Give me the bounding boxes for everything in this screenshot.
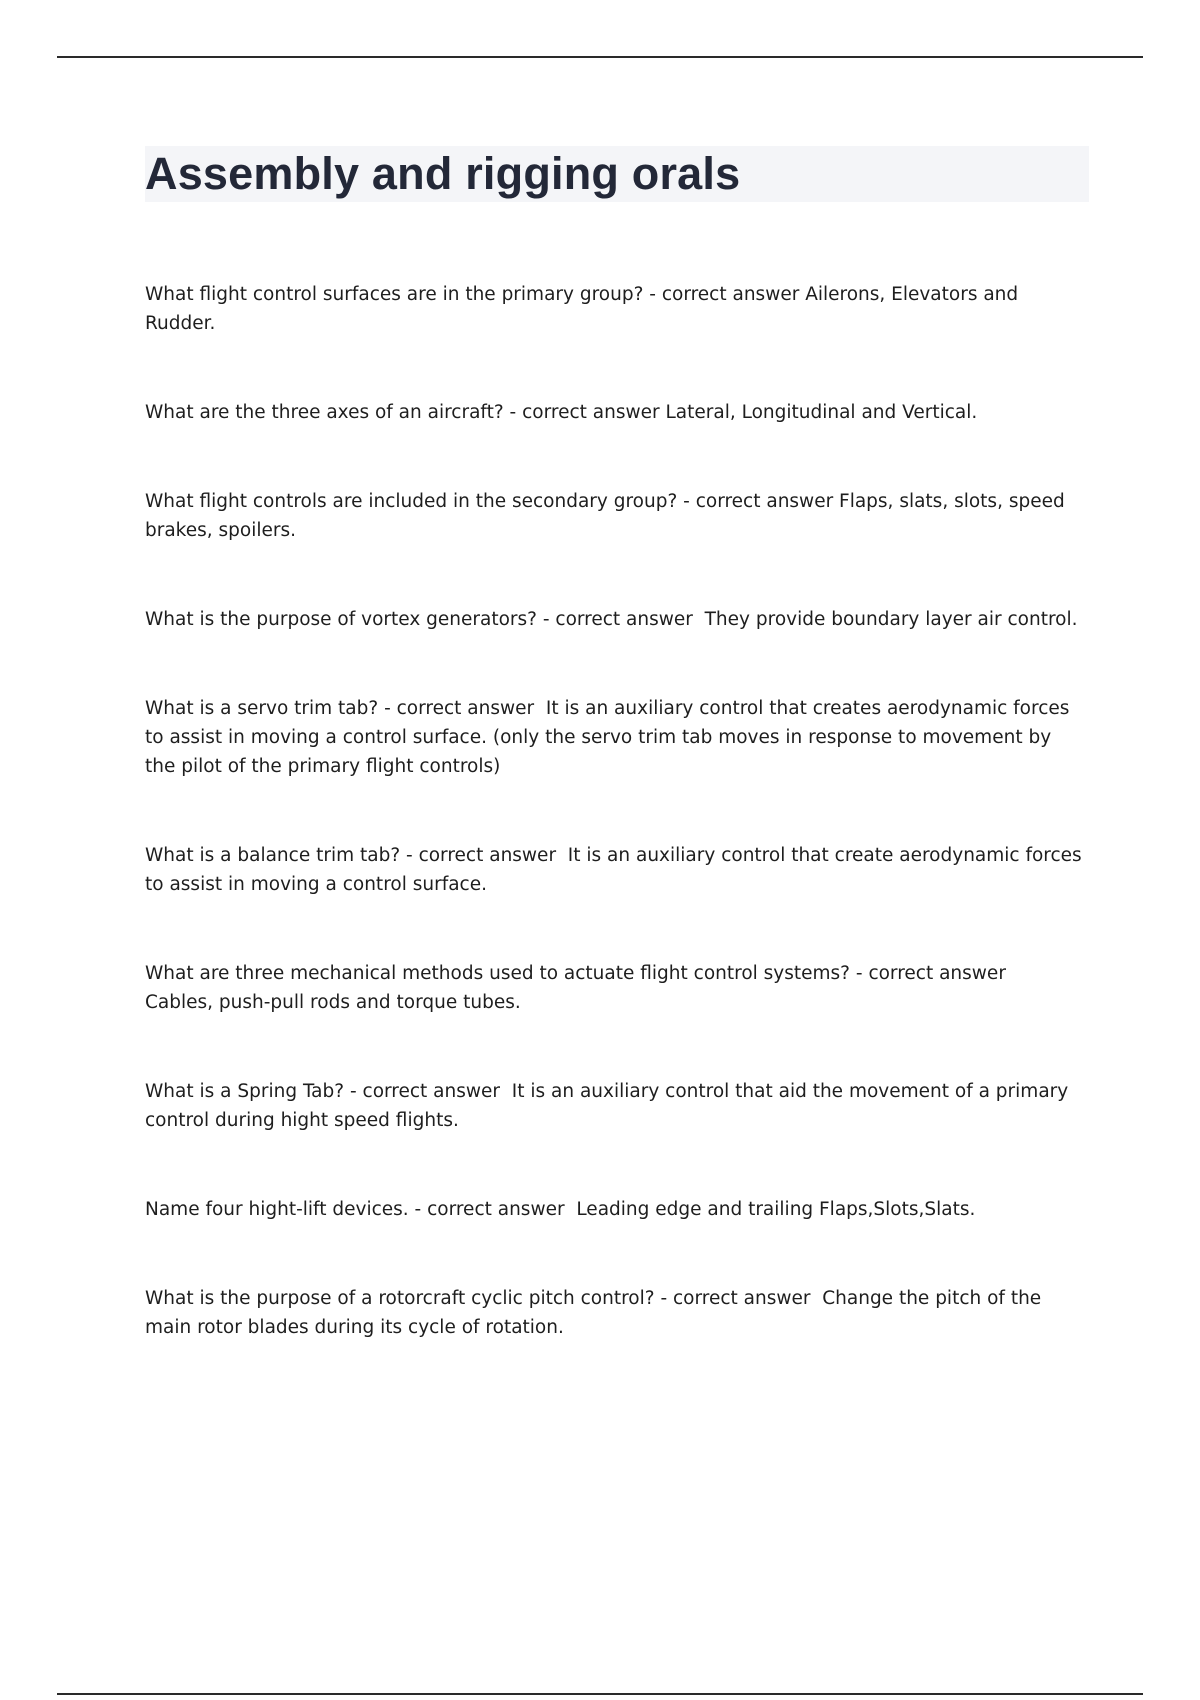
qa-item-10: What is the purpose of a rotorcraft cyclic pitch control? - correct answer Change the pitch of the main rotor blades during its cycle of rotation. [145,1288,1048,1338]
page-title: Assembly and rigging orals [145,148,741,199]
bottom-rule [57,1693,1143,1695]
qa-item-3: What flight controls are included in the secondary group? - correct answer Flaps, slats, slots, speed brakes, spoilers. [145,491,1071,541]
qa-item-8: What is a Spring Tab? - correct answer It is an auxiliary control that aid the movement of a primary control during hight speed flights. [145,1081,1075,1131]
qa-item-7: What are three mechanical methods used to actuate flight control systems? - correct answer Cables, push-pull rods and torque tubes. [145,963,1018,1013]
qa-item-1: What flight control surfaces are in the primary group? - correct answer Ailerons, Elevators and Rudder. [145,284,1025,334]
qa-item-4: What is the purpose of vortex generators? - correct answer They provide boundary layer air control. [145,609,1078,630]
qa-item-5: What is a servo trim tab? - correct answer It is an auxiliary control that creates aerodynamic forces to assist in moving a control surface. (only the servo trim tab moves in response to movement by the pilot of the primary flight controls) [145,698,1076,777]
qa-item-9: Name four hight-lift devices. - correct answer Leading edge and trailing Flaps,Slots,Slats. [145,1199,976,1220]
top-rule [57,56,1143,58]
qa-list [145,280,1088,1402]
qa-item-6: What is a balance trim tab? - correct answer It is an auxiliary control that create aerodynamic forces to assist in moving a control surface. [145,845,1088,895]
qa-item-2: What are the three axes of an aircraft? - correct answer Lateral, Longitudinal and Vertical. [145,402,978,423]
